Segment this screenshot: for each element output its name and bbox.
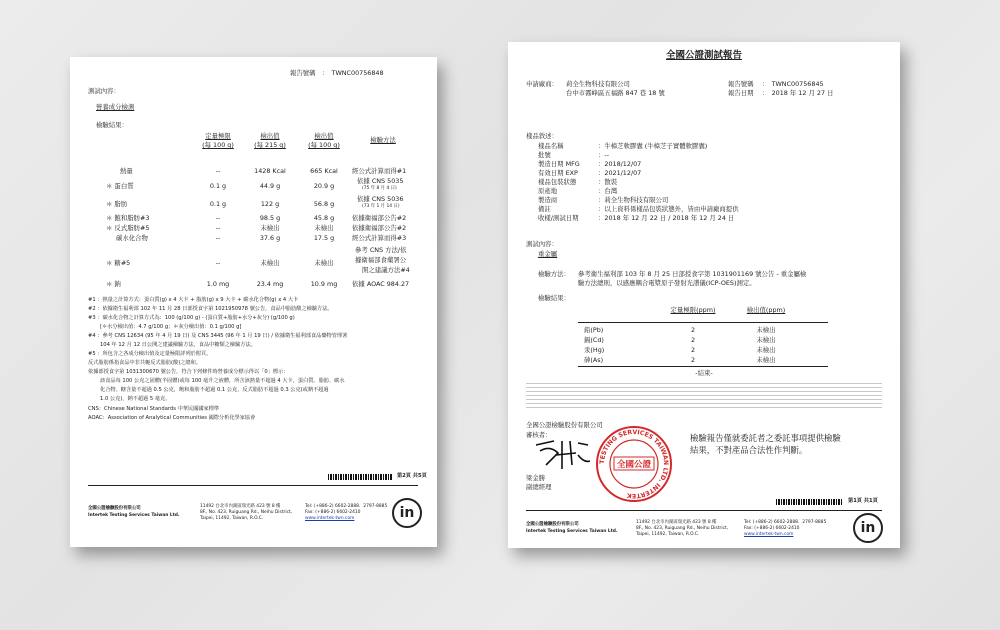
metal-limit: 2 [690,336,696,344]
metal-value: 未檢出 [756,326,776,334]
footnote: AOAC：Association of Analytical Communities 國際分析化學家協會 [88,415,256,421]
end-marker: -結束- [695,369,713,377]
metal-name: 鎘(Cd) [584,336,604,344]
row-v215: 23.4 mg [256,280,284,288]
sample-key: 批號 [538,151,551,159]
report-date: ： 2018 年 12 月 27 日 [762,89,834,97]
report-date-label: 報告日期 [728,89,754,97]
row-limit: -- [215,234,221,242]
report-title: 全國公證測試報告 [665,50,742,61]
row-method: 參考 CNS 方法/依 [355,246,407,254]
metal-name: 汞(Hg) [584,346,605,354]
report-page-1 [508,42,900,548]
footer-divider [526,510,882,511]
footer-website-link[interactable]: www.intertek-twn.com [305,516,355,521]
row-method-date: (73 年 1 月 14 日) [362,204,400,209]
footnote: #5 ：所包含之各成分檢出值及定量極限詳列於附頁。 [88,351,212,357]
footer-address: Taipei, 11492, Taiwan, R.O.C. [636,532,700,537]
footnote: #3 ：碳水化合物之計算方式為：100 (g/100 g) - (蛋白質+脂肪+水分+灰分) (g/100 g) [88,315,295,321]
disclaimer: 檢驗報告僅就委託者之委託事項提供檢驗 [690,433,841,443]
row-method: 經公式計算而得#1 [352,167,407,175]
row-v100: 10.9 mg [310,280,338,288]
table-bottom-rule [578,366,828,367]
footnote: #4 ：參考 CNS 12634 (95 年 4 月 19 日) 及 CNS 3445 (96 年 1 月 19 日) / 依據衛生福利部食品藥物管理署 [88,333,348,339]
col-method-header: 檢驗方法 [370,136,396,144]
footer-address: 11492 台北市內湖區瑞光路 423 號 8 樓 [200,504,281,509]
row-v100: 45.8 g [313,214,335,222]
row-method: 依據 CNS 5035 [357,177,404,185]
row-method-line2: 據衛福部食藥署公 [355,256,407,264]
row-v215: 未檢出 [260,224,280,232]
row-v100: 未檢出 [314,224,334,232]
sample-value: ：2021/12/07 [598,169,642,177]
row-method: 依據衛福部公告#2 [352,214,407,222]
row-limit: 0.1 g [209,200,227,208]
row-limit: -- [215,214,221,222]
footer-address: Taipei, 11492, Taiwan, R.O.C. [200,516,264,521]
col-v100-header: 檢出值 [314,132,334,140]
row-v215: 1428 Kcal [254,167,286,175]
applicant-name: 莉全生物科技有限公司 [566,80,630,88]
row-method-date: (75 年 8 月 4 日) [362,186,397,191]
footer-fax: Fax: (+886-2) 6602-2410 [305,510,361,515]
sample-value: ：2018/12/07 [598,160,642,168]
row-v100: 17.5 g [313,234,335,242]
svg-text:全國公證: 全國公證 [616,460,652,470]
method-text: 驗方法總則，以感應耦合電漿原子發射光譜儀(ICP-OES)測定。 [578,279,756,287]
footer-address: 11492 台北市內湖區瑞光路 423 號 8 樓 [636,520,717,525]
footnote: [＊水分檢出值：4.7 g/100 g；＊灰分檢出值：0.1 g/100 g] [100,324,242,330]
footer-tel: Tel: (+886-2) 6602-2888．2797-8885 [744,520,827,525]
metal-value: 未檢出 [756,336,776,344]
sample-value: ：散裝 [598,178,618,186]
col-limit-unit: (每 100 g) [202,141,234,149]
footer-company-cn: 全國公證檢驗股份有限公司 [526,522,579,527]
row-name: ＊ 反式脂肪#5 [106,224,150,232]
footnote: #1 ：熱量之計算方式：蛋白質(g) x 4 大卡 + 脂肪(g) x 9 大卡 + 碳水化合物(g) x 4 大卡 [88,297,299,303]
applicant-label: 申請廠商： [526,80,558,88]
footer-company-en: Intertek Testing Services Taiwan Ltd. [88,513,180,518]
applicant-address: 台中市霧峰區五福路 847 巷 18 號 [566,89,665,97]
footer-website-link[interactable]: www.intertek-twn.com [744,532,794,537]
footer-tel: Tel: (+886-2) 6602-2888．2797-8885 [305,504,388,509]
row-v215: 37.6 g [259,234,281,242]
footnote: CNS：Chinese National Standards 中華民國國家標準 [88,406,220,412]
intertek-logo-icon: in [853,513,883,543]
report-number: 報告號碼 ： TWNC00756848 [290,69,384,77]
reviewer-title: 副總經理 [526,483,552,491]
row-limit: 0.1 g [209,182,227,190]
row-method: 依據 AOAC 984.27 [352,280,410,288]
sample-label: 樣品敘述： [526,132,558,140]
row-name: 碳水化合物 [116,234,148,242]
sample-value: ：莉全生物科技有限公司 [598,196,669,204]
sample-key: 原產地 [538,187,558,195]
footer-divider [88,485,418,486]
sample-key: 製造日期 MFG [538,160,580,168]
footnote: #2 ：依據衛生福利部 102 年 11 月 28 日部授食字第 1021950978 號公告，食品中脂肪酸之檢驗方法。 [88,306,333,312]
footer-fax: Fax: (+886-2) 6602-2410 [744,526,800,531]
metal-name: 鉛(Pb) [584,326,604,334]
row-v100: 665 Kcal [310,167,338,175]
row-name: ＊ 糖#5 [106,259,131,267]
sample-key: 樣品名稱 [538,142,564,150]
row-method: 經公式計算而得#3 [352,234,407,242]
page-number: 第1頁 共1頁 [848,498,878,504]
col-v215-header: 檢出值 [260,132,280,140]
results-label: 檢驗結果： [96,121,128,129]
fine-print-terms [526,383,882,411]
svg-text:TESTING SERVICES TAIWAN LTD. I: TESTING SERVICES TAIWAN LTD. INTERTEK [598,428,670,500]
sample-value: ：台灣 [598,187,618,195]
row-method: 依據 CNS 5036 [357,195,404,203]
heavy-metal-title: 重金屬 [538,250,558,258]
row-name: ＊ 蛋白質 [106,182,134,190]
results-label: 檢驗結果： [538,294,570,302]
col-value-header: 檢出值(ppm) [746,306,786,314]
reviewer-name: 梁金勝 [526,474,546,482]
sample-key: 備註 [538,205,551,213]
report-number: ： TWNC00756845 [762,80,824,88]
row-v215: 98.5 g [259,214,281,222]
certifying-company: 全國公證檢驗股份有限公司 [526,421,603,429]
sample-value: ：以上資料係樣品包裝狀態外，皆由申請廠商提供 [598,205,739,213]
footnote: 依據部授食字第 1031300670 號公告，符合下列條件時營養成分標示得以「0」標示： [88,369,289,375]
method-label: 檢驗方法： [538,270,570,278]
sample-value: ：-- [598,151,610,159]
footer-address: 8F., No. 423, Ruiguang Rd., Neihu District, [636,526,729,531]
page-number: 第2頁 共5頁 [397,473,427,479]
row-name: ＊ 脂肪 [106,200,128,208]
col-v100-unit: (每 100 g) [308,141,340,149]
sample-value: ：2018 年 12 月 22 日 / 2018 年 12 月 24 日 [598,214,735,222]
footnote: 該食品每 100 公克之固體(半固體)或每 100 毫升之液體，所含該熱量不超過 4 大卡，蛋白質、脂肪、碳水 [100,378,345,384]
col-limit-header: 定量極限(ppm) [670,306,716,314]
sample-key: 收樣/測試日期 [538,214,579,222]
barcode [776,499,842,505]
method-text: 參考衛生福利部 103 年 8 月 25 日部授食字第 1031901169 號公告 - 重金屬檢 [578,270,807,278]
metal-limit: 2 [690,326,696,334]
row-method: 依據衛福部公告#2 [352,224,407,232]
metal-value: 未檢出 [756,346,776,354]
sample-key: 製造商 [538,196,558,204]
test-content-label: 測試內容： [526,240,558,248]
metal-value: 未檢出 [756,356,776,364]
row-name: ＊ 飽和脂肪#3 [106,214,150,222]
row-v100: 56.8 g [313,200,335,208]
row-v215: 未檢出 [260,259,280,267]
row-limit: -- [215,224,221,232]
footer-company-cn: 全國公證檢驗股份有限公司 [88,506,141,511]
footer-company-en: Intertek Testing Services Taiwan Ltd. [526,529,618,534]
footnote: 反式脂肪係指食品中非共軛反式脂肪(酸)之總和。 [88,360,201,366]
report-no-label: 報告號碼 [728,80,754,88]
sample-key: 樣品包裝狀態 [538,178,577,186]
col-limit-header: 定量極限 [205,132,231,140]
footnote: 104 年 12 月 12 日公開之建議檢驗方法，食品中糖類之檢驗方法。 [100,342,256,348]
nutrition-title: 營養成分檢測 [96,103,135,111]
signature-icon [532,435,592,475]
metal-limit: 2 [690,346,696,354]
company-seal-icon [594,424,674,504]
col-v215-unit: (每 215 g) [254,141,286,149]
row-limit: -- [215,259,221,267]
metal-name: 砷(As) [584,356,604,364]
row-limit: -- [215,167,221,175]
row-name: ＊ 鈉 [106,280,121,288]
row-v100: 20.9 g [313,182,335,190]
barcode [328,474,392,480]
footnote: 化合物、糖含量不超過 0.5 公克，飽和脂肪不超過 0.1 公克，反式脂肪不超過 0.3 公克(或鈉不超過 [100,387,329,393]
intertek-logo-icon: in [392,498,422,528]
row-v215: 44.9 g [259,182,281,190]
row-name: 熱量 [120,167,133,175]
row-v100: 未檢出 [314,259,334,267]
report-page-2 [70,57,437,547]
row-method-line3: 開之建議方法#4 [362,266,410,274]
footer-address: 8F., No. 423, Ruiguang Rd., Neihu District, [200,510,293,515]
test-content-label: 測試內容： [88,87,120,95]
sample-key: 有效日期 EXP [538,169,578,177]
row-limit: 1.0 mg [206,280,230,288]
sample-value: ：牛樟芝軟膠囊 (牛樟芝子實體軟膠囊) [598,142,708,150]
reviewer-label: 審核者： [526,431,552,439]
disclaimer: 結果，不對產品合法性作判斷。 [690,445,808,455]
footnote: 1.0 公克)，鈉不超過 5 毫克。 [100,396,171,402]
table-top-rule [578,322,828,323]
row-v215: 122 g [260,200,280,208]
metal-limit: 2 [690,356,696,364]
